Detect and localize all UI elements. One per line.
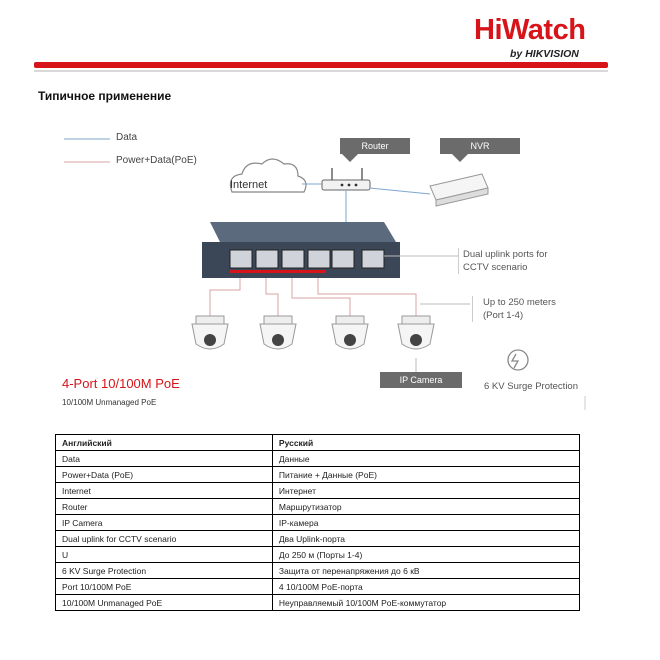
- translation-table: [55, 434, 580, 611]
- cell-ru: Неуправляемый 10/100M PoE-коммутатор: [272, 595, 579, 611]
- uplink-note-line-2: CCTV scenario: [463, 262, 528, 273]
- cell-en: 10/100M Unmanaged PoE: [56, 595, 273, 611]
- uplink-note: [458, 248, 547, 274]
- cell-ru: Интернет: [272, 483, 579, 499]
- cell-ru: IP-камера: [272, 515, 579, 531]
- surge-protection-icon: [508, 350, 528, 370]
- camera-icon-1: [192, 316, 228, 349]
- cell-ru: Защита от перенапряжения до 6 кВ: [272, 563, 579, 579]
- router-tag: Router: [340, 138, 410, 154]
- brand-subline: [510, 48, 579, 60]
- cell-ru: 4 10/100M PoE-порта: [272, 579, 579, 595]
- router-icon: [322, 168, 370, 190]
- brand-sub: HIKVISION: [525, 48, 579, 60]
- cell-en: Data: [56, 451, 273, 467]
- poe-switch-icon: [202, 222, 400, 278]
- nvr-tag-pointer: [452, 154, 468, 162]
- application-diagram: [40, 118, 600, 418]
- distance-note: [472, 296, 556, 322]
- camera-icon-2: [260, 316, 296, 349]
- table-row: [56, 483, 580, 499]
- brand-by: by: [510, 48, 523, 60]
- table-row: [56, 595, 580, 611]
- camera-icon-3: [332, 316, 368, 349]
- section-title: Типичное применение: [38, 89, 172, 103]
- surge-label: 6 KV Surge Protection: [484, 381, 578, 392]
- table-row: [56, 563, 580, 579]
- table-row: [56, 467, 580, 483]
- product-subtitle: 10/100M Unmanaged PoE: [62, 398, 157, 407]
- table-row: [56, 515, 580, 531]
- distance-note-line-1: Up to 250 meters: [483, 297, 556, 308]
- camera-icon-4: [398, 316, 434, 349]
- legend-data-label: Data: [116, 132, 138, 143]
- uplink-note-line-1: Dual uplink ports for: [463, 249, 548, 260]
- cell-ru: До 250 м (Порты 1-4): [272, 547, 579, 563]
- table-row: [56, 531, 580, 547]
- table-row: [56, 579, 580, 595]
- cell-en: Internet: [56, 483, 273, 499]
- table-row: [56, 451, 580, 467]
- line-router-nvr: [370, 188, 430, 194]
- cell-en: U: [56, 547, 273, 563]
- nvr-tag: NVR: [440, 138, 520, 154]
- cell-ru: Два Uplink-порта: [272, 531, 579, 547]
- cell-ru: Питание + Данные (PoE): [272, 467, 579, 483]
- product-title: 4-Port 10/100M PoE: [62, 376, 180, 391]
- distance-note-line-2: (Port 1-4): [483, 310, 524, 321]
- cell-en: 6 KV Surge Protection: [56, 563, 273, 579]
- cell-ru: Маршрутизатор: [272, 499, 579, 515]
- cell-en: Port 10/100M PoE: [56, 579, 273, 595]
- router-tag-pointer: [342, 154, 358, 162]
- brand-name: HiWatch: [474, 14, 586, 46]
- cell-en: Router: [56, 499, 273, 515]
- ip-camera-tag: IP Camera: [380, 372, 462, 388]
- header-russian: Русский: [272, 435, 579, 451]
- cell-en: Power+Data (PoE): [56, 467, 273, 483]
- camera-poe-lines: [210, 278, 416, 316]
- table-row: [56, 547, 580, 563]
- table-header-row: [56, 435, 580, 451]
- internet-label: Internet: [230, 179, 268, 191]
- nvr-icon: [430, 174, 488, 206]
- cell-en: Dual uplink for CCTV scenario: [56, 531, 273, 547]
- table-row: [56, 499, 580, 515]
- brand-logo: [474, 14, 604, 64]
- legend-poe-label: Power+Data(PoE): [116, 155, 197, 166]
- cell-ru: Данные: [272, 451, 579, 467]
- cell-en: IP Camera: [56, 515, 273, 531]
- header-gray-line: [34, 70, 608, 72]
- header-english: Английский: [56, 435, 273, 451]
- header-red-bar: [34, 62, 608, 68]
